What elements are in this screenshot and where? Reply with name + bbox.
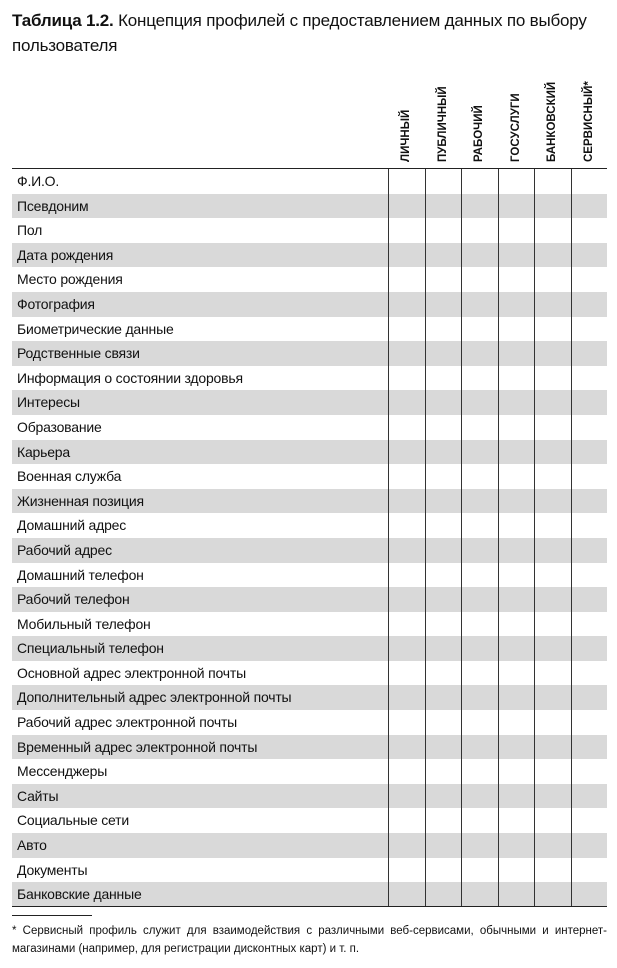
table-cell [571, 784, 608, 809]
table-cell [571, 710, 608, 735]
profile-table [12, 168, 607, 907]
column-header-banking [534, 60, 571, 168]
table-cell [388, 735, 425, 760]
table-cell [461, 292, 498, 317]
table-cell [571, 267, 608, 292]
table-cell [461, 169, 498, 194]
table-cell [388, 390, 425, 415]
table-cell [534, 587, 571, 612]
table-cell [461, 464, 498, 489]
table-cell [571, 489, 608, 514]
table-cell [534, 390, 571, 415]
table-cell [461, 685, 498, 710]
table-row [12, 710, 607, 735]
row-label: Место рождения [17, 271, 123, 288]
table-row [12, 636, 607, 661]
table-cell [498, 243, 535, 268]
table-cell [571, 415, 608, 440]
table-cell [498, 612, 535, 637]
table-cell [534, 538, 571, 563]
table-row [12, 587, 607, 612]
table-row [12, 440, 607, 465]
table-cell [388, 243, 425, 268]
table-cell [498, 390, 535, 415]
table-cell [425, 858, 462, 883]
table-cell [571, 612, 608, 637]
footnote: * Сервисный профиль служит для взаимодействия с различными веб-сервисами, обычными и интернет-магазинами (например, для регистрации дисконтных карт) и т. п. [12, 925, 607, 955]
table-cell [461, 882, 498, 906]
table-cell [388, 341, 425, 366]
row-label: Биометрические данные [17, 320, 174, 337]
table-cell [571, 808, 608, 833]
table-cell [461, 710, 498, 735]
column-header-label: РАБОЧИЙ [473, 105, 486, 162]
column-header-label: ЛИЧНЫЙ [400, 109, 413, 162]
table-row [12, 218, 607, 243]
table-cell [388, 366, 425, 391]
table-cell [498, 440, 535, 465]
table-cell [461, 218, 498, 243]
table-cell [388, 882, 425, 906]
table-cell [534, 759, 571, 784]
table-cell [425, 317, 462, 342]
table-cell [534, 292, 571, 317]
table-cell [461, 267, 498, 292]
table-cell [425, 882, 462, 906]
table-cell [571, 882, 608, 906]
row-label: Военная служба [17, 468, 122, 485]
row-label: Фотография [17, 295, 95, 312]
table-cell [498, 218, 535, 243]
table-cell [571, 661, 608, 686]
table-cell [498, 587, 535, 612]
table-cell [571, 759, 608, 784]
table-cell [425, 587, 462, 612]
table-cell [425, 243, 462, 268]
table-cell [388, 587, 425, 612]
table-row [12, 243, 607, 268]
table-cell [388, 267, 425, 292]
table-row [12, 292, 607, 317]
table-cell [571, 858, 608, 883]
table-cell [388, 489, 425, 514]
table-cell [388, 317, 425, 342]
table-cell [461, 366, 498, 391]
table-cell [425, 685, 462, 710]
table-cell [388, 169, 425, 194]
row-label: Специальный телефон [17, 640, 164, 657]
table-cell [498, 341, 535, 366]
table-cell [388, 440, 425, 465]
table-cell [388, 563, 425, 588]
table-cell [425, 513, 462, 538]
table-row [12, 267, 607, 292]
table-cell [534, 243, 571, 268]
table-cell [461, 317, 498, 342]
table-row [12, 464, 607, 489]
table-cell [534, 440, 571, 465]
table-cell [498, 661, 535, 686]
table-cell [425, 710, 462, 735]
table-cell [498, 833, 535, 858]
table-cell [534, 489, 571, 514]
table-cell [534, 464, 571, 489]
table-cell [571, 538, 608, 563]
table-caption: Концепция профилей с предоставлением данных по выбору пользователя [12, 11, 587, 55]
table-cell [461, 784, 498, 809]
row-label: Банковские данные [17, 886, 142, 903]
table-cell [498, 636, 535, 661]
column-header-public [425, 60, 462, 168]
table-cell [461, 440, 498, 465]
table-cell [571, 341, 608, 366]
table-cell [461, 636, 498, 661]
table-cell [571, 243, 608, 268]
table-row [12, 612, 607, 637]
table-cell [425, 612, 462, 637]
column-header-label: ПУБЛИЧНЫЙ [436, 86, 449, 162]
table-cell [388, 464, 425, 489]
table-cell [498, 710, 535, 735]
table-cell [388, 833, 425, 858]
table-cell [571, 587, 608, 612]
table-cell [388, 858, 425, 883]
table-cell [461, 563, 498, 588]
row-label: Мобильный телефон [17, 615, 151, 632]
row-label: Рабочий адрес электронной почты [17, 714, 238, 731]
row-label: Временный адрес электронной почты [17, 738, 258, 755]
table-cell [498, 858, 535, 883]
column-header-label: БАНКОВСКИЙ [546, 81, 559, 162]
table-cell [425, 415, 462, 440]
table-cell [534, 808, 571, 833]
table-cell [425, 390, 462, 415]
table-cell [571, 218, 608, 243]
table-cell [498, 464, 535, 489]
table-cell [461, 415, 498, 440]
table-cell [425, 489, 462, 514]
table-row [12, 513, 607, 538]
table-cell [388, 784, 425, 809]
table-row [12, 341, 607, 366]
column-header-label: ГОСУСЛУГИ [509, 93, 522, 162]
table-cell [461, 513, 498, 538]
table-cell [571, 563, 608, 588]
table-cell [534, 735, 571, 760]
table-cell [425, 636, 462, 661]
table-cell [498, 784, 535, 809]
table-cell [534, 169, 571, 194]
table-cell [571, 440, 608, 465]
row-label: Жизненная позиция [17, 492, 144, 509]
table-row [12, 685, 607, 710]
column-header-personal [388, 60, 425, 168]
table-cell [388, 685, 425, 710]
row-label: Основной адрес электронной почты [17, 664, 246, 681]
table-row [12, 735, 607, 760]
row-label: Дополнительный адрес электронной почты [17, 689, 292, 706]
column-header-label: СЕРВИСНЫЙ* [582, 81, 595, 162]
table-cell [388, 218, 425, 243]
table-cell [388, 292, 425, 317]
row-label: Карьера [17, 443, 70, 460]
table-cell [534, 563, 571, 588]
table-cell [461, 341, 498, 366]
table-cell [425, 267, 462, 292]
table-cell [425, 563, 462, 588]
table-cell [425, 194, 462, 219]
row-label: Дата рождения [17, 246, 114, 263]
table-cell [534, 882, 571, 906]
table-cell [571, 292, 608, 317]
table-row [12, 833, 607, 858]
table-cell [425, 833, 462, 858]
table-cell [388, 415, 425, 440]
table-cell [425, 784, 462, 809]
table-cell [461, 538, 498, 563]
table-cell [534, 710, 571, 735]
table-cell [388, 194, 425, 219]
table-cell [534, 513, 571, 538]
row-label: Псевдоним [17, 197, 89, 214]
table-cell [425, 464, 462, 489]
table-cell [388, 808, 425, 833]
table-cell [534, 858, 571, 883]
table-cell [571, 317, 608, 342]
table-cell [425, 661, 462, 686]
table-cell [388, 636, 425, 661]
row-label: Домашний адрес [17, 517, 127, 534]
table-cell [534, 267, 571, 292]
table-cell [498, 882, 535, 906]
table-cell [425, 218, 462, 243]
row-label: Мессенджеры [17, 763, 108, 780]
table-row [12, 661, 607, 686]
row-label: Образование [17, 418, 102, 435]
table-number: Таблица 1.2. [12, 11, 114, 30]
table-cell [571, 833, 608, 858]
table-cell [571, 735, 608, 760]
table-cell [534, 317, 571, 342]
table-row [12, 882, 607, 907]
table-cell [461, 194, 498, 219]
table-cell [498, 317, 535, 342]
row-label: Интересы [17, 394, 80, 411]
table-cell [571, 513, 608, 538]
row-label: Пол [17, 222, 43, 239]
table-cell [425, 366, 462, 391]
footnote-divider [12, 915, 92, 916]
table-cell [534, 366, 571, 391]
table-cell [425, 735, 462, 760]
table-cell [534, 661, 571, 686]
column-headers [388, 60, 607, 168]
column-header-service [571, 60, 608, 168]
table-cell [425, 759, 462, 784]
table-cell [425, 808, 462, 833]
table-cell [534, 833, 571, 858]
table-cell [388, 710, 425, 735]
table-cell [498, 267, 535, 292]
table-cell [461, 661, 498, 686]
table-row [12, 169, 607, 194]
table-cell [571, 636, 608, 661]
table-cell [461, 858, 498, 883]
table-cell [571, 685, 608, 710]
row-label: Домашний телефон [17, 566, 144, 583]
table-row [12, 784, 607, 809]
table-cell [534, 415, 571, 440]
table-cell [461, 612, 498, 637]
table-cell [571, 390, 608, 415]
table-cell [498, 759, 535, 784]
table-cell [571, 194, 608, 219]
column-header-gov-services [498, 60, 535, 168]
table-cell [461, 808, 498, 833]
table-cell [534, 218, 571, 243]
table-cell [571, 366, 608, 391]
table-row [12, 808, 607, 833]
table-cell [498, 735, 535, 760]
table-cell [534, 685, 571, 710]
row-label: Ф.И.О. [17, 173, 60, 189]
table-cell [498, 513, 535, 538]
table-cell [571, 464, 608, 489]
table-cell [498, 366, 535, 391]
row-label: Родственные связи [17, 345, 140, 362]
table-cell [425, 169, 462, 194]
table-row [12, 415, 607, 440]
table-cell [461, 390, 498, 415]
table-row [12, 194, 607, 219]
table-cell [534, 612, 571, 637]
table-cell [498, 292, 535, 317]
table-cell [498, 489, 535, 514]
table-cell [534, 636, 571, 661]
table-row [12, 538, 607, 563]
row-label: Авто [17, 837, 47, 854]
table-cell [498, 194, 535, 219]
table-cell [388, 513, 425, 538]
table-row [12, 563, 607, 588]
table-cell [498, 808, 535, 833]
row-label: Документы [17, 861, 88, 878]
table-row [12, 489, 607, 514]
table-cell [534, 784, 571, 809]
table-cell [388, 759, 425, 784]
table-cell [498, 685, 535, 710]
table-cell [461, 489, 498, 514]
table-cell [461, 243, 498, 268]
table-title [12, 8, 607, 58]
table-cell [388, 538, 425, 563]
table-cell [534, 194, 571, 219]
row-label: Сайты [17, 787, 59, 804]
column-header-work [461, 60, 498, 168]
table-row [12, 317, 607, 342]
table-cell [534, 341, 571, 366]
table-row [12, 759, 607, 784]
table-cell [461, 833, 498, 858]
table-cell [425, 292, 462, 317]
table-cell [425, 341, 462, 366]
table-row [12, 390, 607, 415]
table-row [12, 366, 607, 391]
row-label: Информация о состоянии здоровья [17, 369, 243, 386]
row-label: Рабочий адрес [17, 541, 112, 558]
table-cell [425, 440, 462, 465]
table-cell [498, 415, 535, 440]
table-cell [388, 661, 425, 686]
table-cell [498, 563, 535, 588]
table-row [12, 858, 607, 883]
row-label: Социальные сети [17, 812, 130, 829]
row-label: Рабочий телефон [17, 591, 130, 608]
table-cell [425, 538, 462, 563]
table-cell [461, 759, 498, 784]
table-cell [498, 538, 535, 563]
table-cell [388, 612, 425, 637]
table-cell [498, 169, 535, 194]
table-cell [461, 587, 498, 612]
table-cell [571, 169, 608, 194]
table-cell [461, 735, 498, 760]
